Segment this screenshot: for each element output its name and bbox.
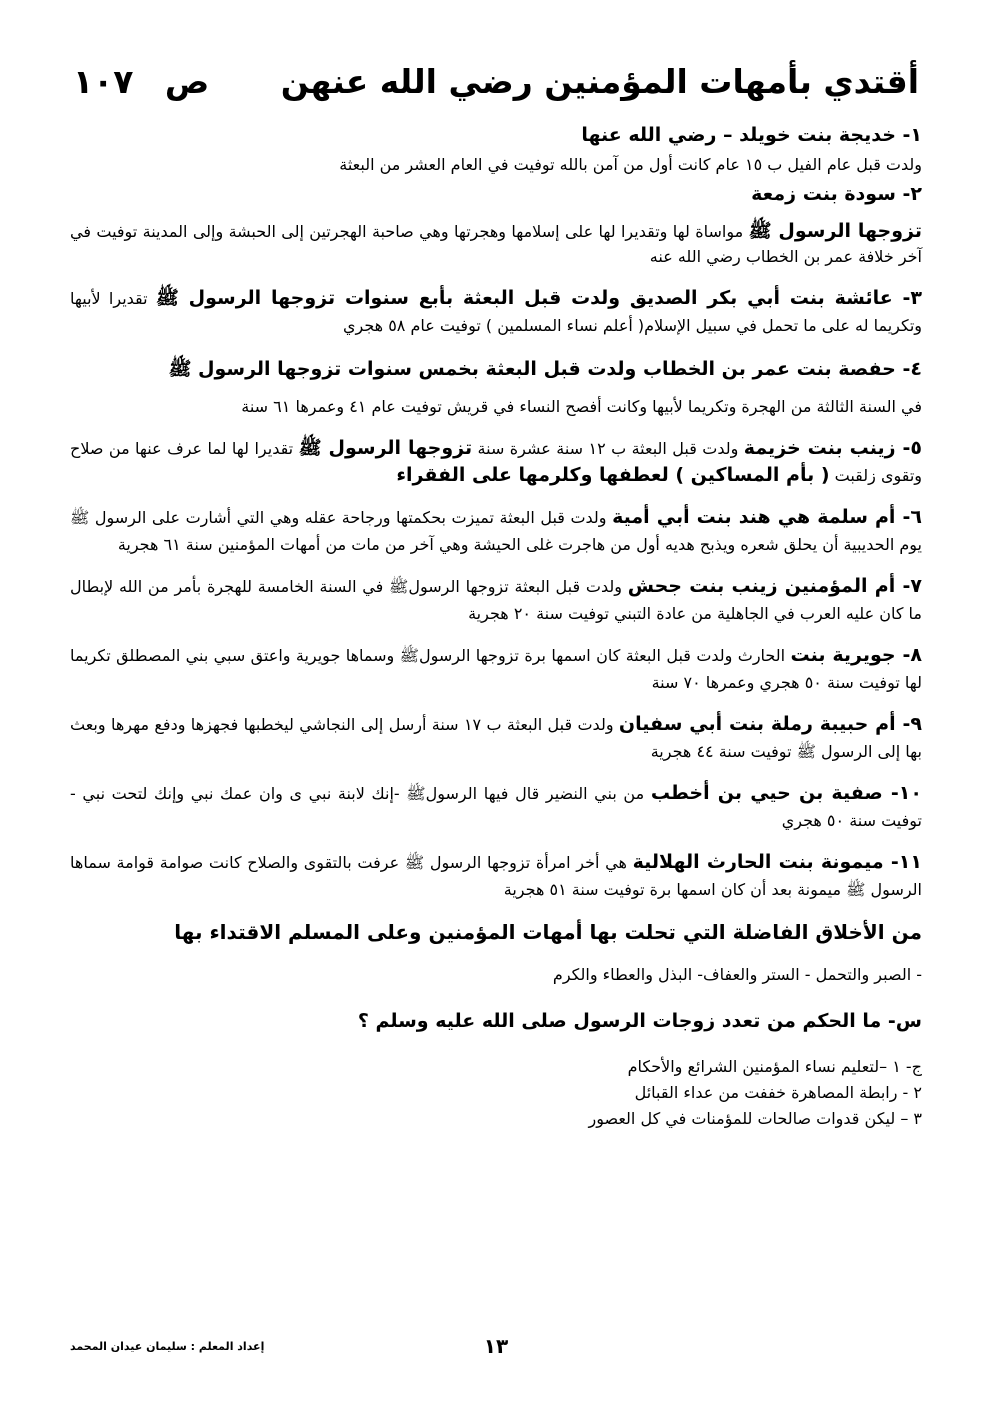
- virtues-title: من الأخلاق الفاضلة التي تحلت بها أمهات المؤمنين وعلى المسلم الاقتداء بها: [174, 920, 922, 944]
- entry-text: مواساة لها وتقديرا لها على إسلامها وهجرتها وهي صاحبة الهجرتين إلى الحبشة وإلى المدينة توفيت في آخر خلافة عمر بن الخطاب رضي الله عنه: [70, 222, 922, 266]
- entry-maymuna: [70, 847, 922, 902]
- entry-zainab-jahsh: [70, 571, 922, 626]
- entry-text-a: ولدت قبل البعثة ب ١٢ سنة عشرة سنة: [472, 439, 744, 458]
- entry-heading: ١٠- صفية بن حيي بن أخطب: [650, 782, 922, 804]
- entry-aisha: [70, 283, 922, 338]
- entry-text: تقديرا لأبيها وتكريما له على ما تحمل في سبيل الإسلام( أعلم نساء المسلمين ) توفيت عام ٥٨ هجري: [70, 289, 922, 335]
- entry-heading: ٣- عائشة بنت أبي بكر الصديق ولدت قبل البعثة بأبع سنوات تزوجها الرسول ﷺ: [155, 287, 923, 309]
- question-text: س- ما الحكم من تعدد زوجات الرسول صلى الله عليه وسلم ؟: [357, 1010, 922, 1032]
- entry-heading: ١١- ميمونة بنت الحارث الهلالية: [632, 851, 922, 873]
- entry-heading: ٩- أم حبيبة رملة بنت أبي سفيان: [618, 713, 922, 735]
- entry-text: هي أخر امرأة تزوجها الرسول ﷺ عرفت بالتقوى والصلاح كانت صوامة قوامة سماها الرسول ﷺ ميمونة بعد أن كان اسمها برة توفيت سنة ٥١ هجرية: [70, 853, 922, 899]
- entry-bold-tail: ( بأم المساكين ) لعطفها وكلرمها على الفقراء: [396, 464, 830, 486]
- entry-heading: ٨- جويرية بنت: [790, 644, 922, 666]
- entry-umm-habiba: [70, 709, 922, 764]
- entry-juwayriya: [70, 640, 922, 695]
- answers-list: [70, 1054, 922, 1132]
- page-title: [70, 60, 922, 104]
- entry-heading: ٥- زينب بنت خزيمة: [743, 437, 923, 459]
- entry-text: من بني النضير قال فيها الرسولﷺ -إنك لابنة نبي ى وان عمك نبي وإنك لتحت نبي - توفيت سنة ٥٠ هجري: [70, 784, 922, 830]
- title-text: أقتدي بأمهات المؤمنين رضي الله عنهن: [280, 62, 920, 101]
- entry-sawda: [70, 177, 922, 269]
- footer-page-number: ١٣: [483, 1334, 509, 1358]
- entry-heading: ٢- سودة بنت زمعة: [751, 183, 922, 205]
- entry-heading: ٤- حفصة بنت عمر بن الخطاب ولدت قبل البعثة بخمس سنوات تزوجها الرسول ﷺ: [168, 358, 922, 380]
- title-page-label: ص: [164, 62, 210, 101]
- entry-heading: ٦- أم سلمة هي هند بنت أبي أمية: [612, 506, 922, 528]
- entry-text: ولدت قبل عام الفيل ب ١٥ عام كانت أول من آمن بالله توفيت في العام العشر من البعثة: [339, 155, 922, 174]
- entry-zainab-khuzaima: [70, 433, 922, 488]
- worksheet-page: [70, 60, 922, 1132]
- entry-heading: ١- خديجة بنت خويلد – رضي الله عنها: [581, 124, 922, 146]
- entry-text: في السنة الثالثة من الهجرة وتكريما لأبيها وكانت أفصح النساء في قريش توفيت عام ٤١ وعمرها ٦١ سنة: [241, 397, 922, 416]
- entry-safiyya: [70, 778, 922, 833]
- title-page-number: ١٠٧: [72, 62, 134, 101]
- entry-heading: ٧- أم المؤمنين زينب بنت جحش: [627, 575, 922, 597]
- entry-bold-lead: تزوجها الرسول ﷺ: [748, 220, 922, 242]
- entry-bold-mid: تزوجها الرسول ﷺ: [298, 437, 473, 459]
- answer-item: ج- ١ –لتعليم نساء المؤمنين الشرائع والأحكام: [627, 1057, 922, 1076]
- answer-item: ٢ - رابطة المصاهرة خففت من عداء القبائل: [634, 1083, 922, 1102]
- entry-text-b: تقديرا لها لما عرف عنها من صلاح وتقوى زلقبت: [70, 439, 922, 485]
- entry-khadija: [70, 118, 922, 177]
- entry-text: الحارث ولدت قبل البعثة كان اسمها برة تزوجها الرسولﷺ وسماها جويرية واعتق سبي بني المصطلق تكريما لها توفيت سنة ٥٠ هجري وعمرها ٧٠ سنة: [70, 646, 922, 692]
- entry-text: ولدت قبل البعثة ب ١٧ سنة أرسل إلى النجاشي ليخطبها فجهزها ودفع مهرها وبعث بها إلى الرسول ﷺ توفيت سنة ٤٤ هجرية: [70, 715, 922, 761]
- virtues-list: - الصبر والتحمل - الستر والعفاف- البذل والعطاء والكرم: [552, 965, 922, 984]
- entry-umm-salama: [70, 502, 922, 557]
- answer-item: ٣ – ليكن قدوات صالحات للمؤمنات في كل العصور: [588, 1109, 922, 1128]
- entry-text: ولدت قبل البعثة تزوجها الرسولﷺ في السنة الخامسة للهجرة بأمر من الله لإبطال ما كان عليه العرب في الجاهلية من عادة التبني توفيت سنة ٢٠ هجرية: [70, 577, 922, 623]
- footer-author: إعداد المعلم : سليمان عيدان المحمد: [70, 1340, 265, 1353]
- entry-hafsa: [70, 352, 922, 419]
- entry-text: ولدت قبل البعثة تميزت بحكمتها ورجاحة عقله وهي التي أشارت على الرسول ﷺ يوم الحديبية أن يحلق شعره ويذبح هديه أول من هاجرت غلى الحيشة وهي آخر من مات من أمهات المؤمنين سنة ٦١ هجرية: [70, 508, 922, 554]
